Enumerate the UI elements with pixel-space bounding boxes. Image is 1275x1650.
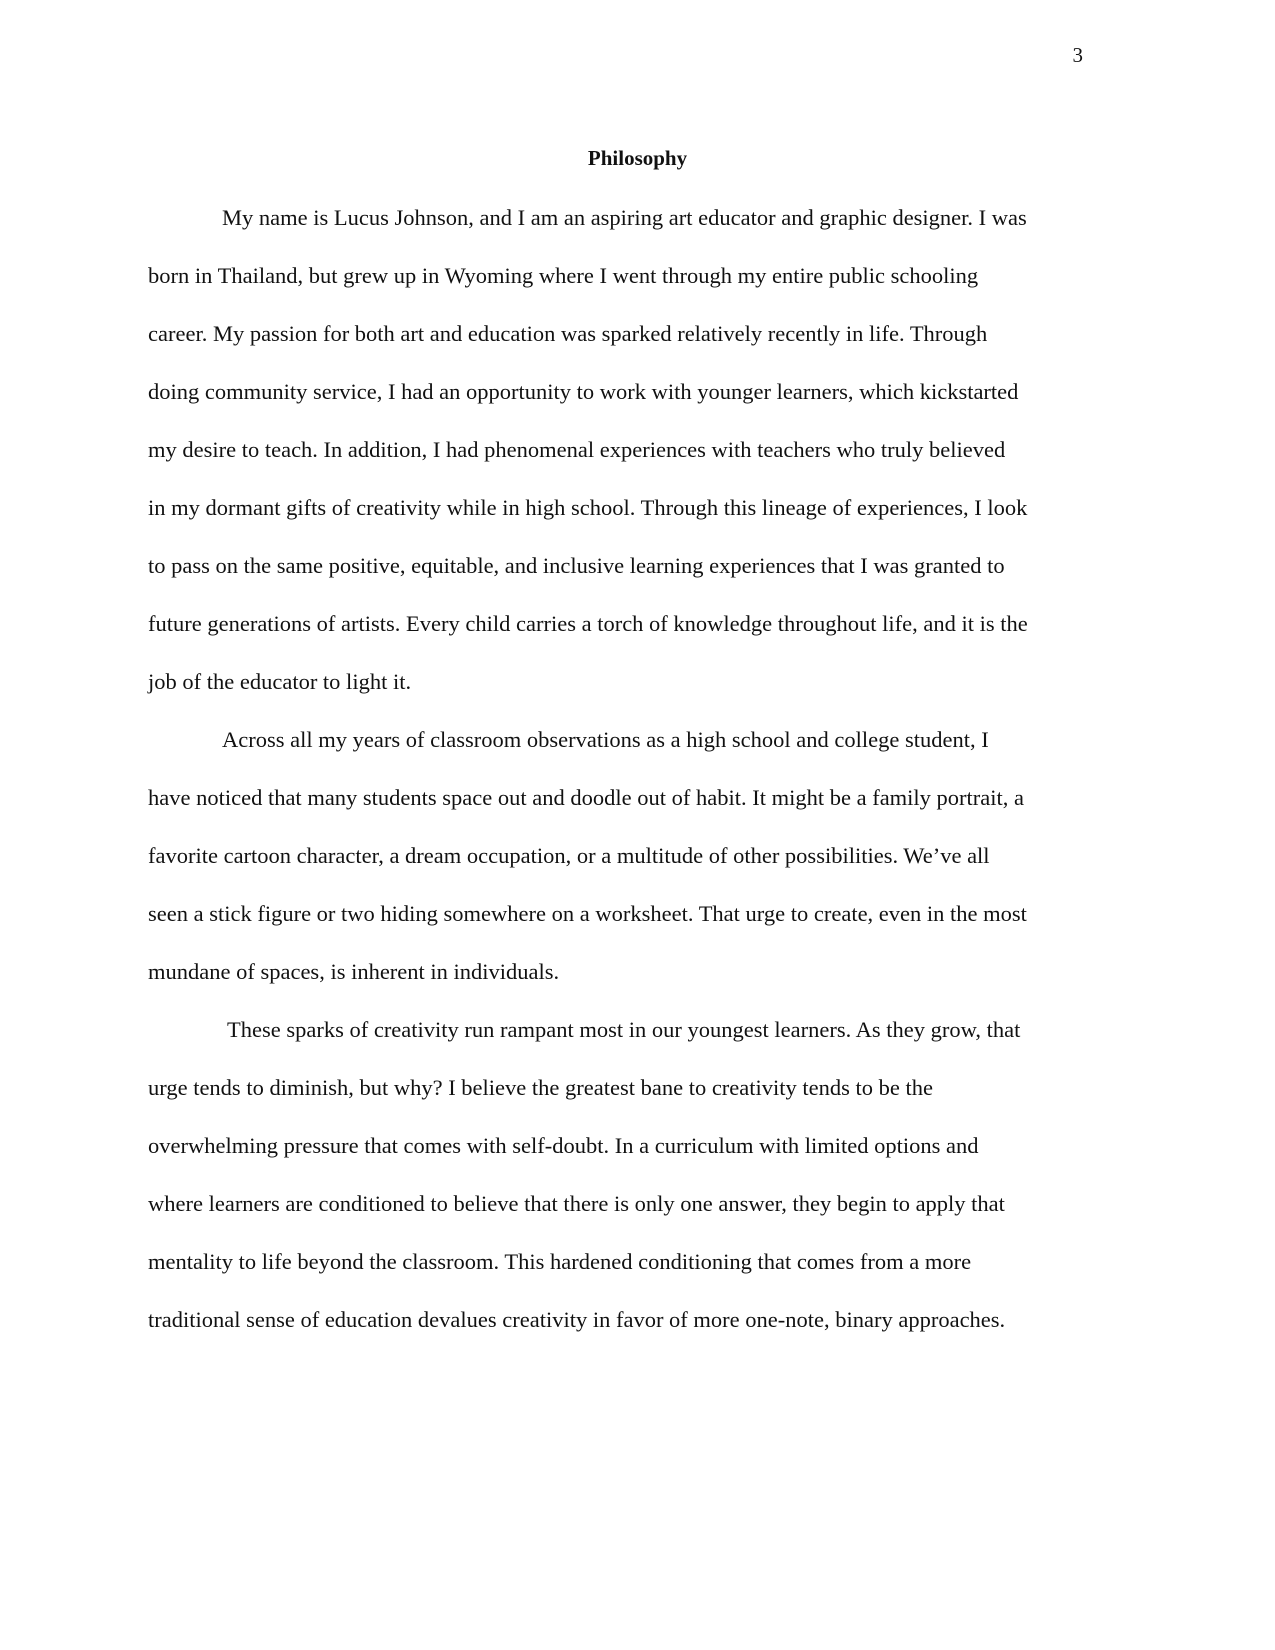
- text-line: future generations of artists. Every child carries a torch of knowledge throughout life, and it is the: [148, 611, 1028, 636]
- text-line: overwhelming pressure that comes with self-doubt. In a curriculum with limited options and: [148, 1133, 979, 1158]
- text-line: favorite cartoon character, a dream occupation, or a multitude of other possibilities. We’ve all: [148, 843, 990, 868]
- text-line: where learners are conditioned to believe that there is only one answer, they begin to apply that: [148, 1191, 1005, 1216]
- text-line: to pass on the same positive, equitable, and inclusive learning experiences that I was granted to: [148, 553, 1005, 578]
- document-body: [148, 203, 1128, 1363]
- text-line: mentality to life beyond the classroom. This hardened conditioning that comes from a more: [148, 1249, 972, 1274]
- text-line: career. My passion for both art and education was sparked relatively recently in life. Through: [148, 321, 988, 346]
- text-line: job of the educator to light it.: [148, 669, 412, 694]
- page-number: 3: [1072, 43, 1083, 67]
- text-line: have noticed that many students space out and doodle out of habit. It might be a family portrait, a: [148, 785, 1025, 810]
- paragraph: [148, 203, 1128, 725]
- page-title: Philosophy: [587, 146, 688, 170]
- text-line: seen a stick figure or two hiding somewhere on a worksheet. That urge to create, even in the most: [148, 901, 1027, 926]
- text-line: in my dormant gifts of creativity while in high school. Through this lineage of experiences, I look: [148, 495, 1028, 520]
- text-line: These sparks of creativity run rampant most in our youngest learners. As they grow, that: [227, 1017, 1021, 1042]
- text-line: born in Thailand, but grew up in Wyoming where I went through my entire public schooling: [148, 263, 979, 288]
- text-line: My name is Lucus Johnson, and I am an aspiring art educator and graphic designer. I was: [222, 205, 1027, 230]
- text-line: traditional sense of education devalues creativity in favor of more one-note, binary approaches.: [148, 1307, 1006, 1332]
- text-line: doing community service, I had an opportunity to work with younger learners, which kickstarted: [148, 379, 1019, 404]
- paragraph: [148, 1015, 1128, 1363]
- text-line: urge tends to diminish, but why? I believe the greatest bane to creativity tends to be the: [148, 1075, 933, 1100]
- text-line: mundane of spaces, is inherent in individuals.: [148, 959, 560, 984]
- paragraph: [148, 725, 1128, 1015]
- text-line: my desire to teach. In addition, I had phenomenal experiences with teachers who truly believed: [148, 437, 1006, 462]
- text-line: Across all my years of classroom observations as a high school and college student, I: [222, 727, 989, 752]
